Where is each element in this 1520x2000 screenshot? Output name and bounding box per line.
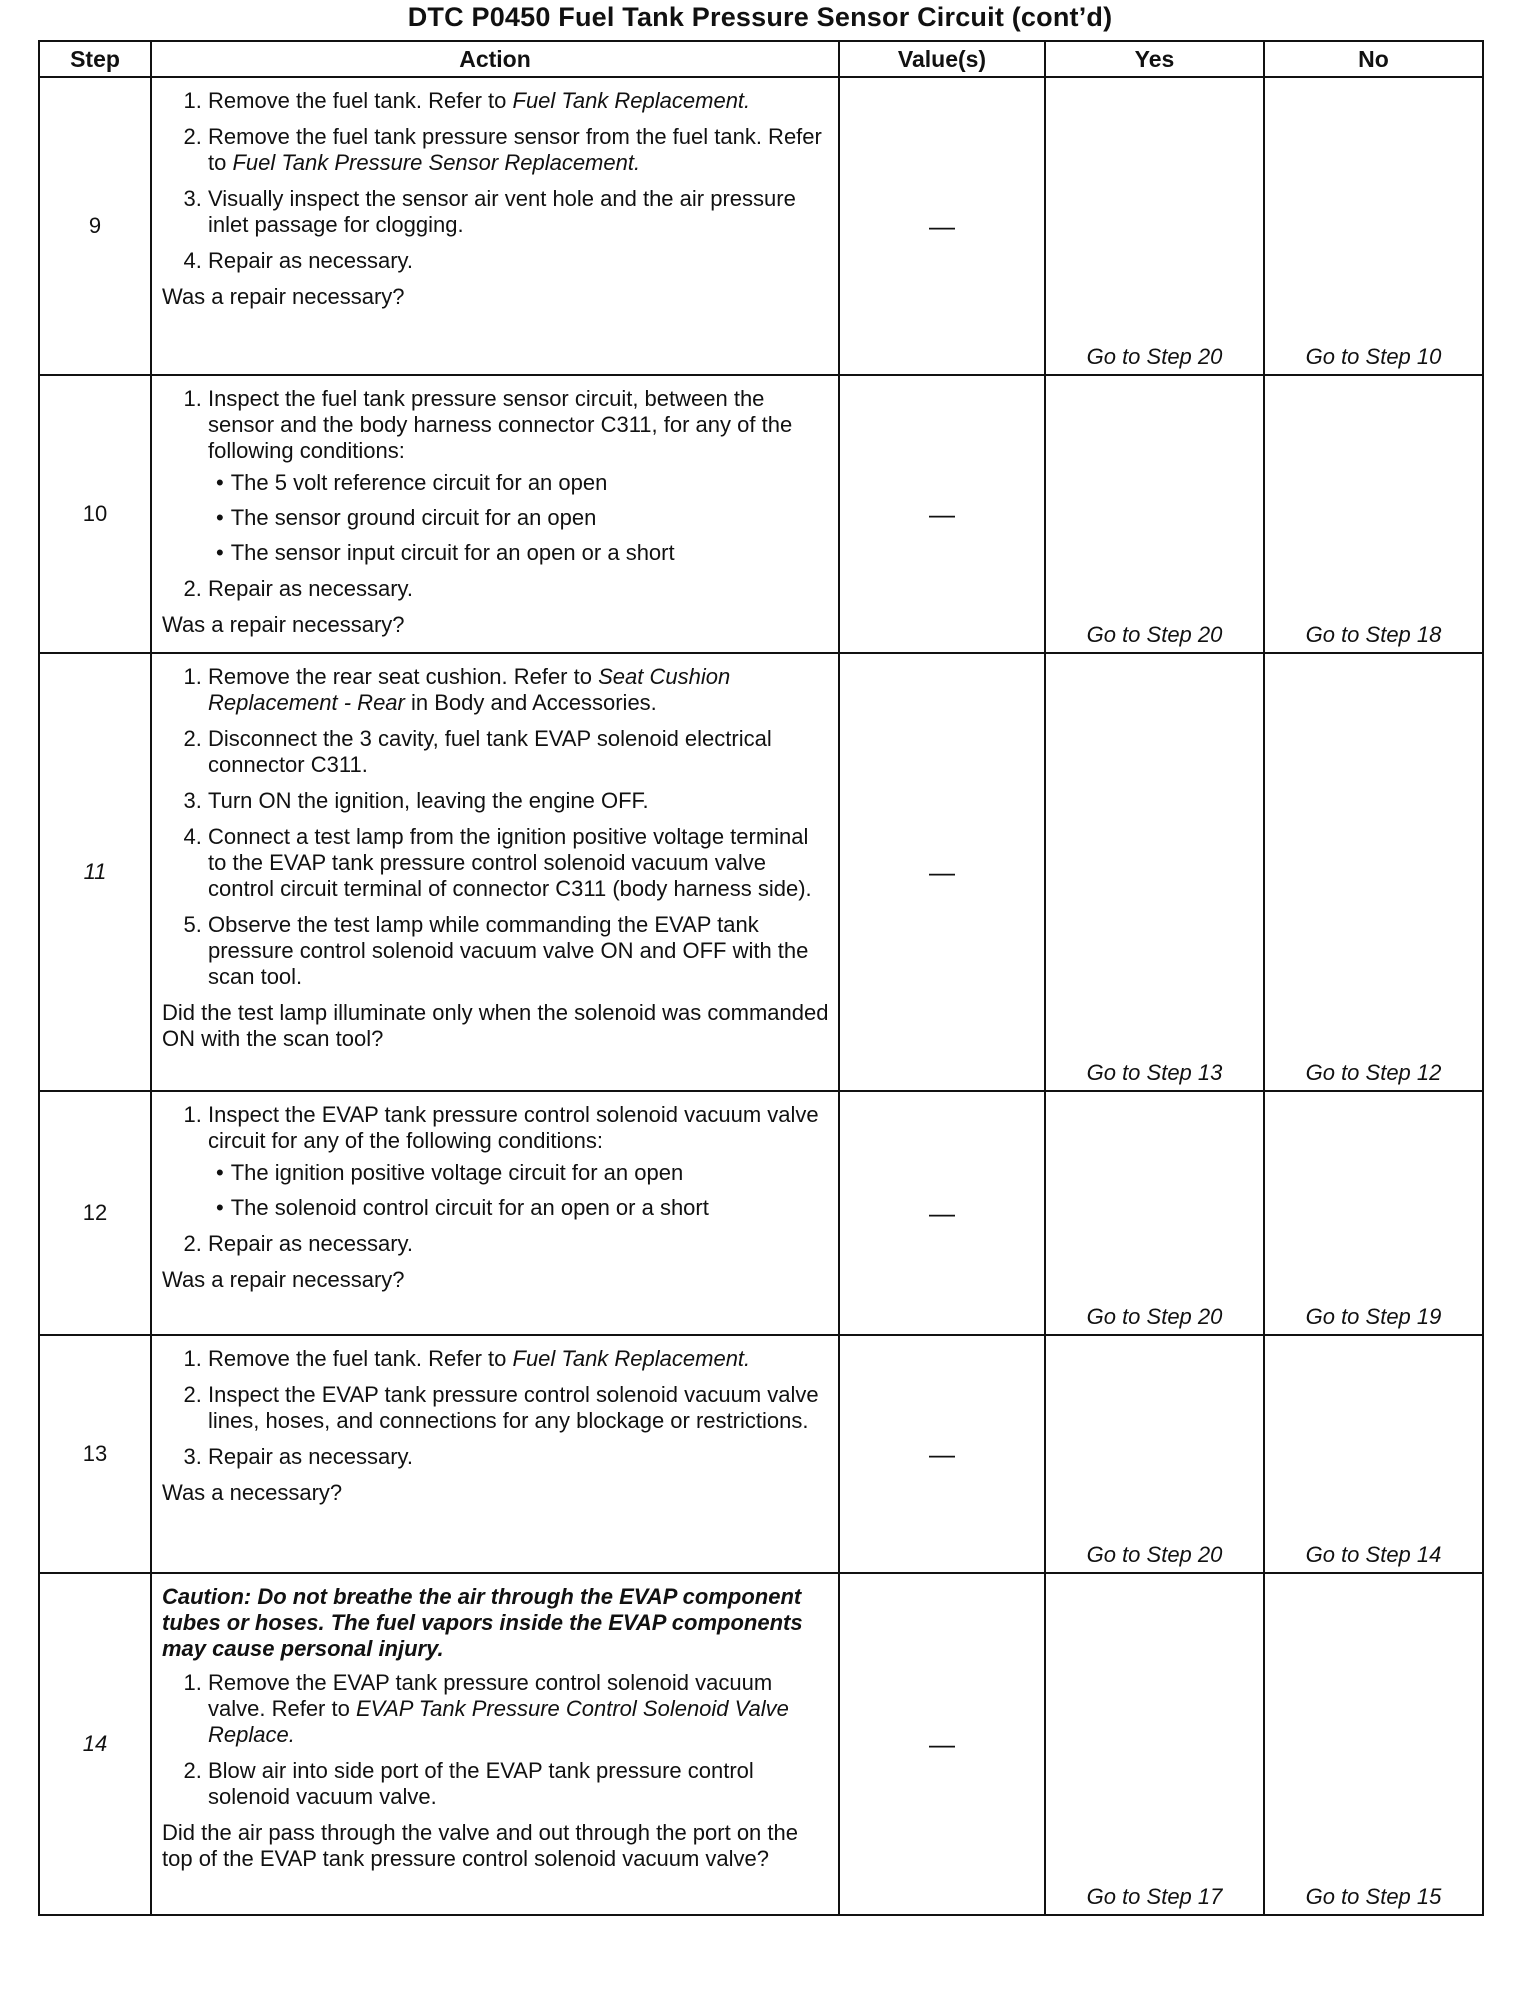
condition-list: [208, 1160, 830, 1221]
action-cell: [151, 77, 839, 375]
action-step: 3. Visually inspect the sensor air vent hole and the air pressure inlet passage for clogging.: [208, 186, 830, 238]
table-header-row: [39, 41, 1483, 77]
action-text: in Body and Accessories.: [404, 690, 657, 715]
step-number: 13: [39, 1335, 151, 1573]
action-step: [208, 386, 830, 566]
condition-list: [208, 470, 830, 566]
header-value: Value(s): [839, 41, 1045, 77]
yes-goto[interactable]: Go to Step 20: [1045, 1335, 1264, 1573]
action-cell: [151, 375, 839, 653]
no-goto[interactable]: Go to Step 14: [1264, 1335, 1483, 1573]
page-title: DTC P0450 Fuel Tank Pressure Sensor Circuit (cont’d): [407, 2, 1113, 32]
yes-goto[interactable]: Go to Step 17: [1045, 1573, 1264, 1915]
value-cell: —: [839, 1573, 1045, 1915]
action-step: 3. Repair as necessary.: [208, 1444, 830, 1470]
header-no: No: [1264, 41, 1483, 77]
reference-link[interactable]: EVAP Tank Pressure Control Solenoid Valve Replace.: [208, 1696, 789, 1747]
condition-item: • The ignition positive voltage circuit for an open: [232, 1160, 830, 1186]
table-row-step-12: [39, 1091, 1483, 1335]
action-steps: [162, 88, 830, 274]
action-step: 2. Disconnect the 3 cavity, fuel tank EVAP solenoid electrical connector C311.: [208, 726, 830, 778]
question-text: Did the test lamp illuminate only when the solenoid was commanded ON with the scan tool?: [162, 1000, 829, 1051]
reference-link[interactable]: Fuel Tank Replacement.: [512, 1346, 751, 1371]
action-step: 3. Turn ON the ignition, leaving the engine OFF.: [208, 788, 830, 814]
action-text: Remove the fuel tank. Refer to: [208, 1346, 513, 1371]
action-step: [208, 1670, 830, 1748]
question-text: Did the air pass through the valve and out through the port on the top of the EVAP tank pressure control solenoid vacuum valve?: [162, 1820, 798, 1871]
action-text: Remove the fuel tank pressure sensor from the fuel tank. Refer to: [208, 124, 822, 175]
value-cell: —: [839, 375, 1045, 653]
reference-link[interactable]: Fuel Tank Replacement.: [512, 88, 751, 113]
diagnostic-table: [38, 40, 1484, 1916]
action-steps: [162, 1346, 830, 1470]
action-step: [208, 664, 830, 716]
action-step: [208, 88, 830, 114]
question-text: Was a repair necessary?: [162, 1267, 405, 1292]
no-goto[interactable]: Go to Step 15: [1264, 1573, 1483, 1915]
reference-link[interactable]: Fuel Tank Pressure Sensor Replacement.: [232, 150, 641, 175]
header-yes: Yes: [1045, 41, 1264, 77]
action-cell: [151, 1573, 839, 1915]
step-number: 11: [39, 653, 151, 1091]
caution-note: Caution: Do not breathe the air through the EVAP component tubes or hoses. The fuel vapors inside the EVAP components may cause personal injury.: [162, 1584, 803, 1661]
action-step: 2. Blow air into side port of the EVAP tank pressure control solenoid vacuum valve.: [208, 1758, 830, 1810]
table-row-step-9: [39, 77, 1483, 375]
table-row-step-13: [39, 1335, 1483, 1573]
action-text: Inspect the fuel tank pressure sensor circuit, between the sensor and the body harness connector C311, for any of the following conditions:: [208, 386, 793, 463]
condition-item: • The sensor input circuit for an open or a short: [232, 540, 830, 566]
action-steps: [162, 1670, 830, 1810]
action-text: Inspect the EVAP tank pressure control solenoid vacuum valve circuit for any of the following conditions:: [208, 1102, 819, 1153]
question-text: Was a repair necessary?: [162, 284, 405, 309]
action-step: 4. Connect a test lamp from the ignition positive voltage terminal to the EVAP tank pressure control solenoid vacuum valve control circuit terminal of connector C311 (body harness side).: [208, 824, 830, 902]
reference-link[interactable]: Seat Cushion Replacement - Rear: [208, 664, 731, 715]
action-text: Remove the fuel tank. Refer to: [208, 88, 513, 113]
action-cell: [151, 1091, 839, 1335]
action-cell: [151, 653, 839, 1091]
step-number: 10: [39, 375, 151, 653]
no-goto[interactable]: Go to Step 18: [1264, 375, 1483, 653]
action-cell: [151, 1335, 839, 1573]
value-cell: —: [839, 1091, 1045, 1335]
step-number: 12: [39, 1091, 151, 1335]
yes-goto[interactable]: Go to Step 13: [1045, 653, 1264, 1091]
action-step: [208, 1346, 830, 1372]
step-number: 9: [39, 77, 151, 375]
value-cell: —: [839, 77, 1045, 375]
action-steps: [162, 1102, 830, 1257]
question-text: Was a necessary?: [162, 1480, 343, 1505]
action-text: Remove the rear seat cushion. Refer to: [208, 664, 599, 689]
action-step: 2. Repair as necessary.: [208, 576, 830, 602]
action-step: 2. Repair as necessary.: [208, 1231, 830, 1257]
yes-goto[interactable]: Go to Step 20: [1045, 77, 1264, 375]
condition-item: • The solenoid control circuit for an open or a short: [232, 1195, 830, 1221]
header-action: Action: [151, 41, 839, 77]
step-number: 14: [39, 1573, 151, 1915]
action-step: [208, 124, 830, 176]
no-goto[interactable]: Go to Step 10: [1264, 77, 1483, 375]
no-goto[interactable]: Go to Step 12: [1264, 653, 1483, 1091]
table-row-step-10: [39, 375, 1483, 653]
table-row-step-14: [39, 1573, 1483, 1915]
action-text: Remove the EVAP tank pressure control solenoid vacuum valve. Refer to: [208, 1670, 773, 1721]
condition-item: • The sensor ground circuit for an open: [232, 505, 830, 531]
action-step: 2. Inspect the EVAP tank pressure control solenoid vacuum valve lines, hoses, and connections for any blockage or restrictions.: [208, 1382, 830, 1434]
action-steps: [162, 664, 830, 990]
yes-goto[interactable]: Go to Step 20: [1045, 1091, 1264, 1335]
question-text: Was a repair necessary?: [162, 612, 405, 637]
action-steps: [162, 386, 830, 602]
action-step: 4. Repair as necessary.: [208, 248, 830, 274]
action-step: 5. Observe the test lamp while commanding the EVAP tank pressure control solenoid vacuum valve ON and OFF with the scan tool.: [208, 912, 830, 990]
value-cell: —: [839, 653, 1045, 1091]
value-cell: —: [839, 1335, 1045, 1573]
table-row-step-11: [39, 653, 1483, 1091]
no-goto[interactable]: Go to Step 19: [1264, 1091, 1483, 1335]
yes-goto[interactable]: Go to Step 20: [1045, 375, 1264, 653]
header-step: Step: [39, 41, 151, 77]
condition-item: • The 5 volt reference circuit for an open: [232, 470, 830, 496]
action-step: [208, 1102, 830, 1221]
